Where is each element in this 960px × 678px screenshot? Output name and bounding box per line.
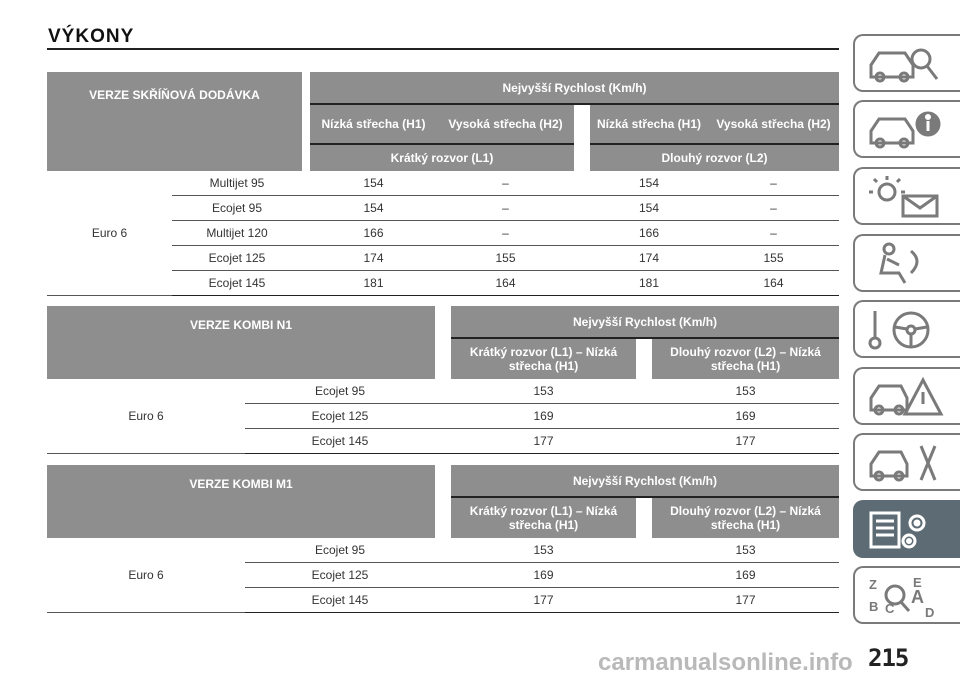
speed-value: 177 [451,588,636,613]
engine-name: Ecojet 125 [245,563,435,588]
svg-text:B: B [869,599,879,614]
speed-value: 164 [437,271,574,296]
configuration-header: Dlouhý rozvor (L2) – Nízká střecha (H1) [652,497,839,538]
speed-value: 177 [451,429,636,454]
speed-value: 153 [652,538,839,563]
engine-name: Ecojet 95 [245,538,435,563]
speed-value: 153 [451,538,636,563]
speed-value: 154 [310,171,437,196]
speed-value: 169 [652,563,839,588]
car-info-icon [865,107,945,153]
speed-value: 174 [310,246,437,271]
engine-name: Multijet 120 [172,221,302,246]
max-speed-header: Nejvyšší Rychlost (Km/h) [451,465,839,497]
roof-header: Vysoká střecha (H2) [437,104,574,144]
roof-header: Nízká střecha (H1) [310,104,437,144]
chapter-tab-emergency[interactable] [853,367,960,425]
speed-value: 169 [451,563,636,588]
max-speed-header: Nejvyšší Rychlost (Km/h) [451,306,839,338]
performance-table-kombi-n1 [47,306,839,454]
speed-value: 166 [310,221,437,246]
version-header: VERZE KOMBI M1 [47,465,435,538]
configuration-header: Krátký rozvor (L1) – Nízká střecha (H1) [451,497,636,538]
speed-value: – [708,171,839,196]
svg-text:C: C [885,601,895,616]
chapter-tab-index[interactable] [853,566,960,624]
alphabet-index-icon [865,573,945,619]
speed-value: 164 [708,271,839,296]
warning-lights-message-icon [865,174,945,220]
svg-text:E: E [913,575,922,590]
svg-text:D: D [925,605,935,619]
engine-name: Multijet 95 [172,171,302,196]
engine-name: Ecojet 145 [245,429,435,454]
chapter-sidebar [853,0,960,678]
table-row [47,379,839,404]
chapter-tab-know-your-car[interactable] [853,100,960,158]
chapter-tab-starting-driving[interactable] [853,300,960,358]
speed-value: – [437,196,574,221]
wheelbase-header: Dlouhý rozvor (L2) [590,144,839,171]
speed-value: 153 [451,379,636,404]
chapter-tab-safety[interactable] [853,234,960,292]
chapter-tab-warning-lights[interactable] [853,167,960,225]
chapter-tab-maintenance[interactable] [853,433,960,491]
wheelbase-header: Krátký rozvor (L1) [310,144,574,171]
speed-value: 181 [310,271,437,296]
engine-name: Ecojet 125 [245,404,435,429]
speed-value: 174 [590,246,708,271]
engine-name: Ecojet 145 [245,588,435,613]
speed-value: 166 [590,221,708,246]
speed-value: – [708,221,839,246]
speed-value: 155 [437,246,574,271]
speed-value: 155 [708,246,839,271]
performance-table-kombi-m1 [47,465,839,613]
specs-list-gears-icon [865,507,945,553]
speed-value: 181 [590,271,708,296]
speed-value: 154 [590,196,708,221]
roof-header: Vysoká střecha (H2) [708,104,839,144]
engine-name: Ecojet 125 [172,246,302,271]
speed-value: – [437,171,574,196]
watermark: carmanualsonline.info [598,649,853,676]
version-header: VERZE SKŘÍŇOVÁ DODÁVKA [47,72,302,171]
table-row [47,538,839,563]
performance-table-van [47,72,839,296]
speed-value: – [437,221,574,246]
chapter-tab-technical-data[interactable] [853,500,960,558]
speed-value: 154 [590,171,708,196]
roof-header: Nízká střecha (H1) [590,104,708,144]
emission-standard: Euro 6 [47,538,245,613]
car-warning-triangle-icon [865,374,945,420]
configuration-header: Dlouhý rozvor (L2) – Nízká střecha (H1) [652,338,839,379]
configuration-header: Krátký rozvor (L1) – Nízká střecha (H1) [451,338,636,379]
steering-wheel-key-icon [865,307,945,353]
page-title: VÝKONY [48,26,135,47]
svg-text:A: A [911,587,924,607]
page-number: 215 [868,644,909,672]
title-rule [47,48,839,50]
svg-text:Z: Z [869,577,877,592]
speed-value: 153 [652,379,839,404]
speed-value: – [708,196,839,221]
engine-name: Ecojet 95 [172,196,302,221]
version-header: VERZE KOMBI N1 [47,306,435,379]
speed-value: 154 [310,196,437,221]
emission-standard: Euro 6 [47,379,245,454]
speed-value: 169 [652,404,839,429]
max-speed-header: Nejvyšší Rychlost (Km/h) [310,72,839,104]
car-search-icon [865,41,945,87]
speed-value: 177 [652,429,839,454]
emission-standard: Euro 6 [47,171,172,296]
speed-value: 177 [652,588,839,613]
engine-name: Ecojet 145 [172,271,302,296]
table-row [47,171,839,196]
car-tools-icon [865,440,945,486]
speed-value: 169 [451,404,636,429]
airbag-seat-icon [865,241,945,287]
chapter-tab-dashboard[interactable] [853,34,960,92]
engine-name: Ecojet 95 [245,379,435,404]
